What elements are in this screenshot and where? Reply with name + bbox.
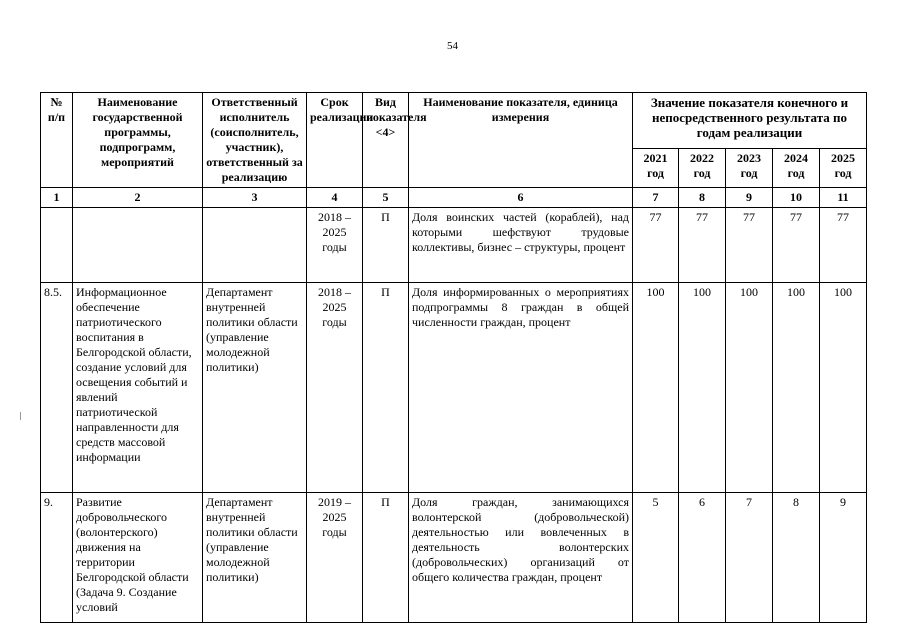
column-number: 2 <box>73 188 203 208</box>
column-number: 6 <box>409 188 633 208</box>
row-name: Развитие добровольческого (волонтерского) движения на территории Белгородской области (Задача 9. Создание условий <box>73 493 203 623</box>
header-year-2025: 2025 год <box>820 148 867 187</box>
column-number: 4 <box>307 188 363 208</box>
table-row <box>41 493 867 623</box>
row-term: 2018 – 2025 годы <box>307 283 363 493</box>
header-year-2022: 2022 год <box>679 148 726 187</box>
row-type: П <box>363 493 409 623</box>
row-value-2023: 77 <box>726 208 773 283</box>
row-value-2022: 100 <box>679 283 726 493</box>
column-number: 9 <box>726 188 773 208</box>
column-number: 3 <box>203 188 307 208</box>
row-num <box>41 208 73 283</box>
row-name <box>73 208 203 283</box>
header-term: Срок реализации <box>307 93 363 188</box>
row-name: Информационное обеспечение патриотического воспитания в Белгородской области, создание условий для освещения событий и явлений патриотической направленности для средств массовой информации <box>73 283 203 493</box>
column-number: 7 <box>633 188 679 208</box>
program-table <box>40 92 867 623</box>
row-executor: Департамент внутренней политики области (управление молодежной политики) <box>203 493 307 623</box>
header-type: Вид показателя <4> <box>363 93 409 188</box>
row-indicator: Доля воинских частей (кораблей), над которыми шефствуют трудовые коллективы, бизнес – структуры, процент <box>409 208 633 283</box>
page-number: 54 <box>447 40 458 52</box>
row-num: 8.5. <box>41 283 73 493</box>
row-term: 2019 – 2025 годы <box>307 493 363 623</box>
row-value-2023: 100 <box>726 283 773 493</box>
header-row <box>41 93 867 149</box>
row-value-2021: 77 <box>633 208 679 283</box>
header-year-2024: 2024 год <box>773 148 820 187</box>
row-executor <box>203 208 307 283</box>
row-type: П <box>363 283 409 493</box>
header-year-2021: 2021 год <box>633 148 679 187</box>
row-num: 9. <box>41 493 73 623</box>
column-number: 10 <box>773 188 820 208</box>
row-type: П <box>363 208 409 283</box>
table-row <box>41 208 867 283</box>
row-value-2025: 9 <box>820 493 867 623</box>
header-values-group: Значение показателя конечного и непосредственного результата по годам реализации <box>633 93 867 149</box>
row-value-2024: 100 <box>773 283 820 493</box>
row-value-2021: 100 <box>633 283 679 493</box>
margin-mark <box>20 412 21 420</box>
header-executor: Ответственный исполнитель (соисполнитель, участник), ответственный за реализацию <box>203 93 307 188</box>
header-indicator: Наименование показателя, единица измерения <box>409 93 633 188</box>
row-indicator: Доля граждан, занимающихся волонтерской (добровольческой) деятельностью или вовлеченных в деятельность волонтерских (добровольческих) организаций от общего количества граждан, процент <box>409 493 633 623</box>
header-name: Наименование государственной программы, подпрограмм, мероприятий <box>73 93 203 188</box>
header-year-2023: 2023 год <box>726 148 773 187</box>
column-number: 8 <box>679 188 726 208</box>
row-value-2022: 77 <box>679 208 726 283</box>
column-numbers-row <box>41 188 867 208</box>
column-number: 1 <box>41 188 73 208</box>
row-value-2021: 5 <box>633 493 679 623</box>
row-value-2025: 77 <box>820 208 867 283</box>
row-value-2024: 8 <box>773 493 820 623</box>
row-value-2025: 100 <box>820 283 867 493</box>
table-row <box>41 283 867 493</box>
row-executor: Департамент внутренней политики области (управление молодежной политики) <box>203 283 307 493</box>
column-number: 5 <box>363 188 409 208</box>
row-term: 2018 – 2025 годы <box>307 208 363 283</box>
column-number: 11 <box>820 188 867 208</box>
row-indicator: Доля информированных о мероприятиях подпрограммы 8 граждан в общей численности граждан, процент <box>409 283 633 493</box>
header-num: № п/п <box>41 93 73 188</box>
row-value-2023: 7 <box>726 493 773 623</box>
row-value-2022: 6 <box>679 493 726 623</box>
row-value-2024: 77 <box>773 208 820 283</box>
